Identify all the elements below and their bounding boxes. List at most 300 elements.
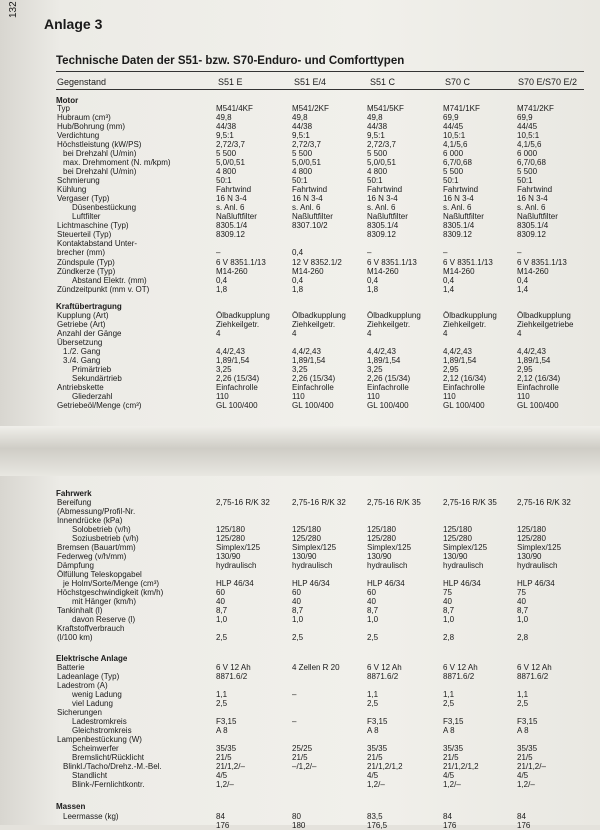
spec-label: Ladestromkreis bbox=[72, 717, 127, 726]
spec-value: Fahrtwind bbox=[292, 185, 328, 194]
spec-label: Zündkerze (Typ) bbox=[57, 267, 116, 276]
spec-value: – bbox=[367, 248, 372, 257]
spec-value: Ziehkeilgetriebe bbox=[517, 320, 574, 329]
spec-label: Lampenbestückung (W) bbox=[57, 735, 142, 744]
spec-label: mit Hänger (km/h) bbox=[72, 597, 137, 606]
spec-value: 2,72/3,7 bbox=[216, 140, 245, 149]
spec-value: hydraulisch bbox=[517, 561, 558, 570]
spec-value: Simplex/125 bbox=[517, 543, 562, 552]
spec-value: s. Anl. 6 bbox=[517, 203, 546, 212]
spec-value: 1,8 bbox=[292, 285, 304, 294]
spec-value: 50:1 bbox=[443, 176, 459, 185]
spec-value: 21/1,2/– bbox=[517, 762, 546, 771]
spec-value: M541/4KF bbox=[216, 104, 253, 113]
spec-label: wenig Ladung bbox=[72, 690, 122, 699]
column-header-s51e: S51 E bbox=[218, 77, 243, 87]
spec-value: 2,75-16 R/K 32 bbox=[517, 498, 571, 507]
spec-value: 130/90 bbox=[292, 552, 317, 561]
spec-value: 125/280 bbox=[292, 534, 321, 543]
spec-value: 1,89/1,54 bbox=[292, 356, 326, 365]
spec-value: 9,5:1 bbox=[367, 131, 385, 140]
appendix-heading: Anlage 3 bbox=[44, 16, 103, 32]
spec-value: 8871.6/2 bbox=[367, 672, 399, 681]
spec-value: 2,5 bbox=[216, 699, 228, 708]
spec-label: Leermasse (kg) bbox=[63, 812, 119, 821]
spec-value: 4,4/2,43 bbox=[443, 347, 472, 356]
spec-value: A 8 bbox=[443, 726, 455, 735]
spec-label: Schmierung bbox=[57, 176, 100, 185]
spec-label: Sicherungen bbox=[57, 708, 102, 717]
spec-value: 6 V 12 Ah bbox=[517, 663, 552, 672]
spec-value: 4,4/2,43 bbox=[367, 347, 396, 356]
spec-value: GL 100/400 bbox=[216, 401, 258, 410]
spec-value: M541/2KF bbox=[292, 104, 329, 113]
spec-value: 2,12 (16/34) bbox=[517, 374, 561, 383]
spec-value: GL 100/400 bbox=[517, 401, 559, 410]
spec-value: 2,5 bbox=[443, 699, 455, 708]
spec-value: 40 bbox=[216, 597, 225, 606]
section-heading: Elektrische Anlage bbox=[56, 654, 128, 663]
spec-value: –/1,2/– bbox=[292, 762, 317, 771]
spec-value: – bbox=[292, 717, 297, 726]
spec-value: Fahrtwind bbox=[216, 185, 252, 194]
spec-value: 1,4 bbox=[443, 285, 455, 294]
spec-value: M14-260 bbox=[443, 267, 475, 276]
spec-label: je Holm/Sorte/Menge (cm³) bbox=[63, 579, 160, 588]
header-top-rule bbox=[56, 71, 584, 72]
spec-value: 8309.12 bbox=[216, 230, 245, 239]
column-header-s51c: S51 C bbox=[370, 77, 396, 87]
spec-value: Fahrtwind bbox=[367, 185, 403, 194]
spec-label: brecher (mm) bbox=[57, 248, 106, 257]
spec-value: 40 bbox=[517, 597, 526, 606]
spec-value: 9,5:1 bbox=[216, 131, 234, 140]
spec-value: 84 bbox=[216, 812, 225, 821]
spec-value: 2,5 bbox=[367, 633, 379, 642]
spec-value: 50:1 bbox=[292, 176, 308, 185]
spec-value: 1,89/1,54 bbox=[443, 356, 477, 365]
column-header-s51e4: S51 E/4 bbox=[294, 77, 327, 87]
spec-value: Naßluftfilter bbox=[367, 212, 408, 221]
spec-value: 6 V 8351.1/13 bbox=[367, 258, 417, 267]
spec-label: Düsenbestückung bbox=[72, 203, 137, 212]
spec-label: Höchstleistung (kW/PS) bbox=[57, 140, 142, 149]
spec-value: 2,26 (15/34) bbox=[367, 374, 411, 383]
spec-label: davon Reserve (l) bbox=[72, 615, 136, 624]
spec-value: 21/1,2/– bbox=[216, 762, 245, 771]
spec-value: 125/180 bbox=[216, 525, 245, 534]
spec-value: 21/5 bbox=[517, 753, 533, 762]
spec-value: F3,15 bbox=[517, 717, 538, 726]
column-header-s70e: S70 E/S70 E/2 bbox=[518, 77, 578, 87]
spec-value: 110 bbox=[216, 392, 229, 401]
spec-value: 6 000 bbox=[443, 149, 464, 158]
spec-label: Steuerteil (Typ) bbox=[57, 230, 112, 239]
spec-value: 110 bbox=[517, 392, 530, 401]
spec-value: 44/38 bbox=[216, 122, 237, 131]
spec-value: 2,5 bbox=[367, 699, 379, 708]
column-header-s70c: S70 C bbox=[445, 77, 471, 87]
spec-label: Bereifung bbox=[57, 498, 92, 507]
spec-value: HLP 46/34 bbox=[216, 579, 254, 588]
spec-value: 5 500 bbox=[443, 167, 464, 176]
section-heading: Fahrwerk bbox=[56, 489, 92, 498]
spec-value: 35/35 bbox=[216, 744, 237, 753]
spec-value: 0,4 bbox=[517, 276, 529, 285]
spec-value: 6 V 12 Ah bbox=[367, 663, 402, 672]
spec-value: 2,26 (15/34) bbox=[292, 374, 336, 383]
spec-value: F3,15 bbox=[443, 717, 464, 726]
spec-value: 176 bbox=[443, 821, 457, 830]
spec-value: Simplex/125 bbox=[292, 543, 337, 552]
spec-value: 10,5:1 bbox=[443, 131, 466, 140]
spec-value: – bbox=[292, 690, 297, 699]
page-number: 132 bbox=[8, 1, 19, 18]
spec-value: 5 500 bbox=[216, 149, 237, 158]
spec-value: Ziehkeilgetr. bbox=[443, 320, 487, 329]
spec-value: Naßluftfilter bbox=[292, 212, 333, 221]
spec-label: Luftfilter bbox=[72, 212, 101, 221]
spec-label: max. Drehmoment (N. m/kpm) bbox=[63, 158, 171, 167]
spec-value: 9,5:1 bbox=[292, 131, 310, 140]
spec-value: 10,5:1 bbox=[517, 131, 540, 140]
spec-value: 60 bbox=[292, 588, 301, 597]
spec-value: 110 bbox=[443, 392, 456, 401]
spec-value: 44/45 bbox=[517, 122, 538, 131]
spec-label: Ölfüllung Teleskopgabel bbox=[57, 570, 142, 579]
spec-value: 2,75-16 R/K 35 bbox=[367, 498, 421, 507]
spec-value: 4 800 bbox=[292, 167, 313, 176]
spec-value: 110 bbox=[367, 392, 380, 401]
spec-value: M741/1KF bbox=[443, 104, 480, 113]
spec-value: 1,2/– bbox=[517, 780, 535, 789]
spec-value: 110 bbox=[292, 392, 305, 401]
spec-value: s. Anl. 6 bbox=[443, 203, 472, 212]
spec-label: Kraftstoffverbrauch bbox=[57, 624, 125, 633]
spec-value: 2,5 bbox=[292, 633, 304, 642]
spec-label: Verdichtung bbox=[57, 131, 100, 140]
spec-label: Blink-/Fernlichtkontr. bbox=[72, 780, 145, 789]
spec-value: 2,95 bbox=[443, 365, 459, 374]
spec-value: 21/5 bbox=[367, 753, 383, 762]
spec-value: 50:1 bbox=[367, 176, 383, 185]
spec-value: 8,7 bbox=[443, 606, 455, 615]
spec-value: 2,5 bbox=[517, 699, 529, 708]
spec-value: 4/5 bbox=[367, 771, 379, 780]
spec-value: – bbox=[216, 248, 221, 257]
spec-value: 6,7/0,68 bbox=[517, 158, 546, 167]
spec-value: 1,0 bbox=[367, 615, 379, 624]
spec-label: Bremslicht/Rücklicht bbox=[72, 753, 145, 762]
column-header-gegenstand: Gegenstand bbox=[57, 77, 107, 87]
spec-label: Anzahl der Gänge bbox=[57, 329, 122, 338]
spec-value: 5 500 bbox=[517, 167, 538, 176]
section-heading: Massen bbox=[56, 802, 86, 811]
spec-value: 2,8 bbox=[517, 633, 529, 642]
spec-value: 3,25 bbox=[367, 365, 383, 374]
spec-value: – bbox=[443, 248, 448, 257]
section-heading: Motor bbox=[56, 96, 79, 105]
spec-value: 5,0/0,51 bbox=[292, 158, 321, 167]
spec-value: 1,0 bbox=[517, 615, 529, 624]
spec-value: M14-260 bbox=[292, 267, 324, 276]
spec-value: – bbox=[517, 248, 522, 257]
spec-label: Übersetzung bbox=[57, 338, 103, 347]
spec-value: 16 N 3-4 bbox=[367, 194, 398, 203]
spec-value: 5,0/0,51 bbox=[367, 158, 396, 167]
spec-value: 4 bbox=[517, 329, 522, 338]
spec-value: 176,5 bbox=[367, 821, 388, 830]
spec-value: 1,0 bbox=[216, 615, 228, 624]
spec-label: Scheinwerfer bbox=[72, 744, 119, 753]
spec-value: 6 V 8351.1/13 bbox=[443, 258, 493, 267]
spec-label: Blinkl./Tacho/Drehz.-M.-Bel. bbox=[63, 762, 162, 771]
spec-value: 4,4/2,43 bbox=[517, 347, 546, 356]
spec-value: 130/90 bbox=[367, 552, 392, 561]
spec-label: Batterie bbox=[57, 663, 85, 672]
spec-value: 8305.1/4 bbox=[216, 221, 248, 230]
spec-label: bei Drehzahl (U/min) bbox=[63, 167, 137, 176]
spec-value: Ziehkeilgetr. bbox=[216, 320, 260, 329]
spec-value: 16 N 3-4 bbox=[443, 194, 474, 203]
spec-value: 176 bbox=[216, 821, 230, 830]
spec-value: 8309.12 bbox=[367, 230, 396, 239]
spec-value: Ölbadkupplung bbox=[517, 311, 571, 320]
spec-value: 125/180 bbox=[292, 525, 321, 534]
spec-label: Zündspule (Typ) bbox=[57, 258, 115, 267]
spec-value: 21/1,2/1,2 bbox=[443, 762, 479, 771]
spec-label: Dämpfung bbox=[57, 561, 94, 570]
spec-value: 44/45 bbox=[443, 122, 464, 131]
spec-value: 125/180 bbox=[443, 525, 472, 534]
spec-value: s. Anl. 6 bbox=[367, 203, 396, 212]
spec-label: Federweg (v/h/mm) bbox=[57, 552, 127, 561]
spec-value: 44/38 bbox=[367, 122, 388, 131]
spec-label: Kupplung (Art) bbox=[57, 311, 109, 320]
spec-value: Einfachrolle bbox=[367, 383, 409, 392]
page-fold-gap bbox=[0, 426, 600, 476]
spec-value: 6 V 12 Ah bbox=[216, 663, 251, 672]
spec-value: 8,7 bbox=[292, 606, 304, 615]
spec-label: Gleichstromkreis bbox=[72, 726, 132, 735]
spec-value: 2,75-16 R/K 32 bbox=[216, 498, 270, 507]
spec-value: F3,15 bbox=[367, 717, 388, 726]
spec-value: Fahrtwind bbox=[443, 185, 479, 194]
spec-value: HLP 46/34 bbox=[292, 579, 330, 588]
spec-value: 125/280 bbox=[443, 534, 472, 543]
spec-value: 4 800 bbox=[367, 167, 388, 176]
spec-label: 1./2. Gang bbox=[63, 347, 101, 356]
spec-value: 4/5 bbox=[443, 771, 455, 780]
header-bottom-rule bbox=[56, 89, 584, 90]
spec-value: 1,1 bbox=[443, 690, 455, 699]
spec-value: 0,4 bbox=[292, 248, 304, 257]
spec-value: 21/5 bbox=[443, 753, 459, 762]
spec-value: 130/90 bbox=[443, 552, 468, 561]
spec-label: Solobetrieb (v/h) bbox=[72, 525, 131, 534]
spec-value: 1,2/– bbox=[443, 780, 461, 789]
spec-value: A 8 bbox=[517, 726, 529, 735]
spec-value: hydraulisch bbox=[367, 561, 408, 570]
spec-value: M14-260 bbox=[367, 267, 399, 276]
spec-value: Naßluftfilter bbox=[443, 212, 484, 221]
spec-label: Abstand Elektr. (mm) bbox=[72, 276, 147, 285]
spec-value: 8307.10/2 bbox=[292, 221, 328, 230]
spec-value: 1,2/– bbox=[216, 780, 234, 789]
spec-value: 69,9 bbox=[517, 113, 533, 122]
spec-value: 1,1 bbox=[216, 690, 228, 699]
spec-value: 6 000 bbox=[517, 149, 538, 158]
spec-value: GL 100/400 bbox=[292, 401, 334, 410]
spec-value: 4,4/2,43 bbox=[292, 347, 321, 356]
spec-value: 5 500 bbox=[292, 149, 313, 158]
spec-value: 4 800 bbox=[216, 167, 237, 176]
spec-value: 35/35 bbox=[367, 744, 388, 753]
spec-label: Kontaktabstand Unter- bbox=[57, 239, 138, 248]
spec-value: Ziehkeilgetr. bbox=[367, 320, 411, 329]
spec-value: M14-260 bbox=[216, 267, 248, 276]
spec-value: 125/180 bbox=[517, 525, 546, 534]
spec-value: 1,89/1,54 bbox=[216, 356, 250, 365]
spec-value: 8,7 bbox=[216, 606, 228, 615]
spec-label: Kühlung bbox=[57, 185, 87, 194]
spec-label: Getriebeöl/Menge (cm³) bbox=[57, 401, 142, 410]
spec-value: 8,7 bbox=[517, 606, 529, 615]
section-heading: Kraftübertragung bbox=[56, 302, 122, 311]
spec-value: 5 500 bbox=[367, 149, 388, 158]
spec-value: GL 100/400 bbox=[367, 401, 409, 410]
spec-label: Sekundärtrieb bbox=[72, 374, 122, 383]
spec-value: hydraulisch bbox=[216, 561, 257, 570]
spec-value: 8309.12 bbox=[443, 230, 472, 239]
spec-value: 44/38 bbox=[292, 122, 313, 131]
spec-value: Naßluftfilter bbox=[517, 212, 558, 221]
spec-value: 4,4/2,43 bbox=[216, 347, 245, 356]
spec-value: Naßluftfilter bbox=[216, 212, 257, 221]
spec-value: 8,7 bbox=[367, 606, 379, 615]
spec-value: M14-260 bbox=[517, 267, 549, 276]
spec-value: 75 bbox=[443, 588, 452, 597]
spec-value: 4 bbox=[367, 329, 372, 338]
spec-value: 16 N 3-4 bbox=[216, 194, 247, 203]
spec-label: Vergaser (Typ) bbox=[57, 194, 110, 203]
spec-value: 16 N 3-4 bbox=[517, 194, 548, 203]
spec-value: 4 bbox=[216, 329, 221, 338]
spec-value: 1,89/1,54 bbox=[367, 356, 401, 365]
document-title: Technische Daten der S51- bzw. S70-Enduro- und Comforttypen bbox=[56, 55, 405, 67]
spec-value: 8309.12 bbox=[517, 230, 546, 239]
spec-label: viel Ladung bbox=[72, 699, 113, 708]
spec-value: 2,5 bbox=[216, 633, 228, 642]
spec-value: 2,75-16 R/K 35 bbox=[443, 498, 497, 507]
spec-label: Antriebskette bbox=[57, 383, 104, 392]
spec-value: 2,26 (15/34) bbox=[216, 374, 260, 383]
spec-value: 2,75-16 R/K 32 bbox=[292, 498, 346, 507]
spec-value: 60 bbox=[367, 588, 376, 597]
spec-value: s. Anl. 6 bbox=[292, 203, 321, 212]
spec-value: Ölbadkupplung bbox=[216, 311, 270, 320]
spec-value: 1,4 bbox=[517, 285, 529, 294]
spec-label: Zündzeitpunkt (mm v. OT) bbox=[57, 285, 150, 294]
spec-value: s. Anl. 6 bbox=[216, 203, 245, 212]
spec-value: 3,25 bbox=[216, 365, 232, 374]
spec-label: Lichtmaschine (Typ) bbox=[57, 221, 129, 230]
spec-value: M741/2KF bbox=[517, 104, 554, 113]
spec-value: 1,1 bbox=[517, 690, 529, 699]
spec-value: 180 bbox=[292, 821, 306, 830]
spec-value: Ziehkeilgetr. bbox=[292, 320, 336, 329]
spec-value: Einfachrolle bbox=[443, 383, 485, 392]
spec-label: Innendrücke (kPa) bbox=[57, 516, 123, 525]
spec-value: 3,25 bbox=[292, 365, 308, 374]
spec-label: Typ bbox=[57, 104, 70, 113]
spec-value: 4,1/5,6 bbox=[517, 140, 542, 149]
spec-value: 2,8 bbox=[443, 633, 455, 642]
spec-label: Standlicht bbox=[72, 771, 108, 780]
spec-value: 6,7/0,68 bbox=[443, 158, 472, 167]
spec-value: 8305.1/4 bbox=[367, 221, 399, 230]
spec-value: 40 bbox=[367, 597, 376, 606]
spec-label: Primärtrieb bbox=[72, 365, 112, 374]
spec-value: Simplex/125 bbox=[367, 543, 412, 552]
spec-value: 8871.6/2 bbox=[517, 672, 549, 681]
spec-label: bei Drehzahl (U/min) bbox=[63, 149, 137, 158]
spec-value: A 8 bbox=[367, 726, 379, 735]
spec-value: 4 bbox=[443, 329, 448, 338]
spec-label: Ladestrom (A) bbox=[57, 681, 108, 690]
spec-label: Höchstgeschwindigkeit (km/h) bbox=[57, 588, 164, 597]
spec-value: 21/5 bbox=[216, 753, 232, 762]
spec-value: A 8 bbox=[216, 726, 228, 735]
spec-value: 83,5 bbox=[367, 812, 383, 821]
spec-value: 50:1 bbox=[517, 176, 533, 185]
spec-value: hydraulisch bbox=[292, 561, 333, 570]
spec-value: 2,72/3,7 bbox=[367, 140, 396, 149]
spec-label: (Abmessung/Profil-Nr. bbox=[57, 507, 136, 516]
spec-value: 1,0 bbox=[292, 615, 304, 624]
spec-label: Hub/Bohrung (mm) bbox=[57, 122, 126, 131]
spec-value: 1,1 bbox=[367, 690, 379, 699]
spec-value: 1,89/1,54 bbox=[517, 356, 551, 365]
spec-value: 21/1,2/1,2 bbox=[367, 762, 403, 771]
spec-value: 0,4 bbox=[216, 276, 228, 285]
spec-value: 35/35 bbox=[517, 744, 538, 753]
spec-value: GL 100/400 bbox=[443, 401, 485, 410]
spec-value: 69,9 bbox=[443, 113, 459, 122]
spec-value: F3,15 bbox=[216, 717, 237, 726]
spec-value: Einfachrolle bbox=[292, 383, 334, 392]
spec-value: 21/5 bbox=[292, 753, 308, 762]
spec-value: 4/5 bbox=[517, 771, 529, 780]
spec-value: 5,0/0,51 bbox=[216, 158, 245, 167]
spec-value: 4/5 bbox=[216, 771, 228, 780]
spec-value: 125/280 bbox=[517, 534, 546, 543]
spec-value: 40 bbox=[443, 597, 452, 606]
spec-value: 130/90 bbox=[216, 552, 241, 561]
spec-value: 49,8 bbox=[367, 113, 383, 122]
spec-value: Einfachrolle bbox=[517, 383, 559, 392]
spec-value: 75 bbox=[517, 588, 526, 597]
spec-label: Hubraum (cm³) bbox=[57, 113, 111, 122]
spec-label: (l/100 km) bbox=[57, 633, 93, 642]
spec-value: 6 V 8351.1/13 bbox=[216, 258, 266, 267]
spec-value: 6 V 12 Ah bbox=[443, 663, 478, 672]
spec-value: 130/90 bbox=[517, 552, 542, 561]
spec-value: 16 N 3-4 bbox=[292, 194, 323, 203]
spec-value: 1,0 bbox=[443, 615, 455, 624]
spec-value: 8305.1/4 bbox=[443, 221, 475, 230]
spec-value: 35/35 bbox=[443, 744, 464, 753]
